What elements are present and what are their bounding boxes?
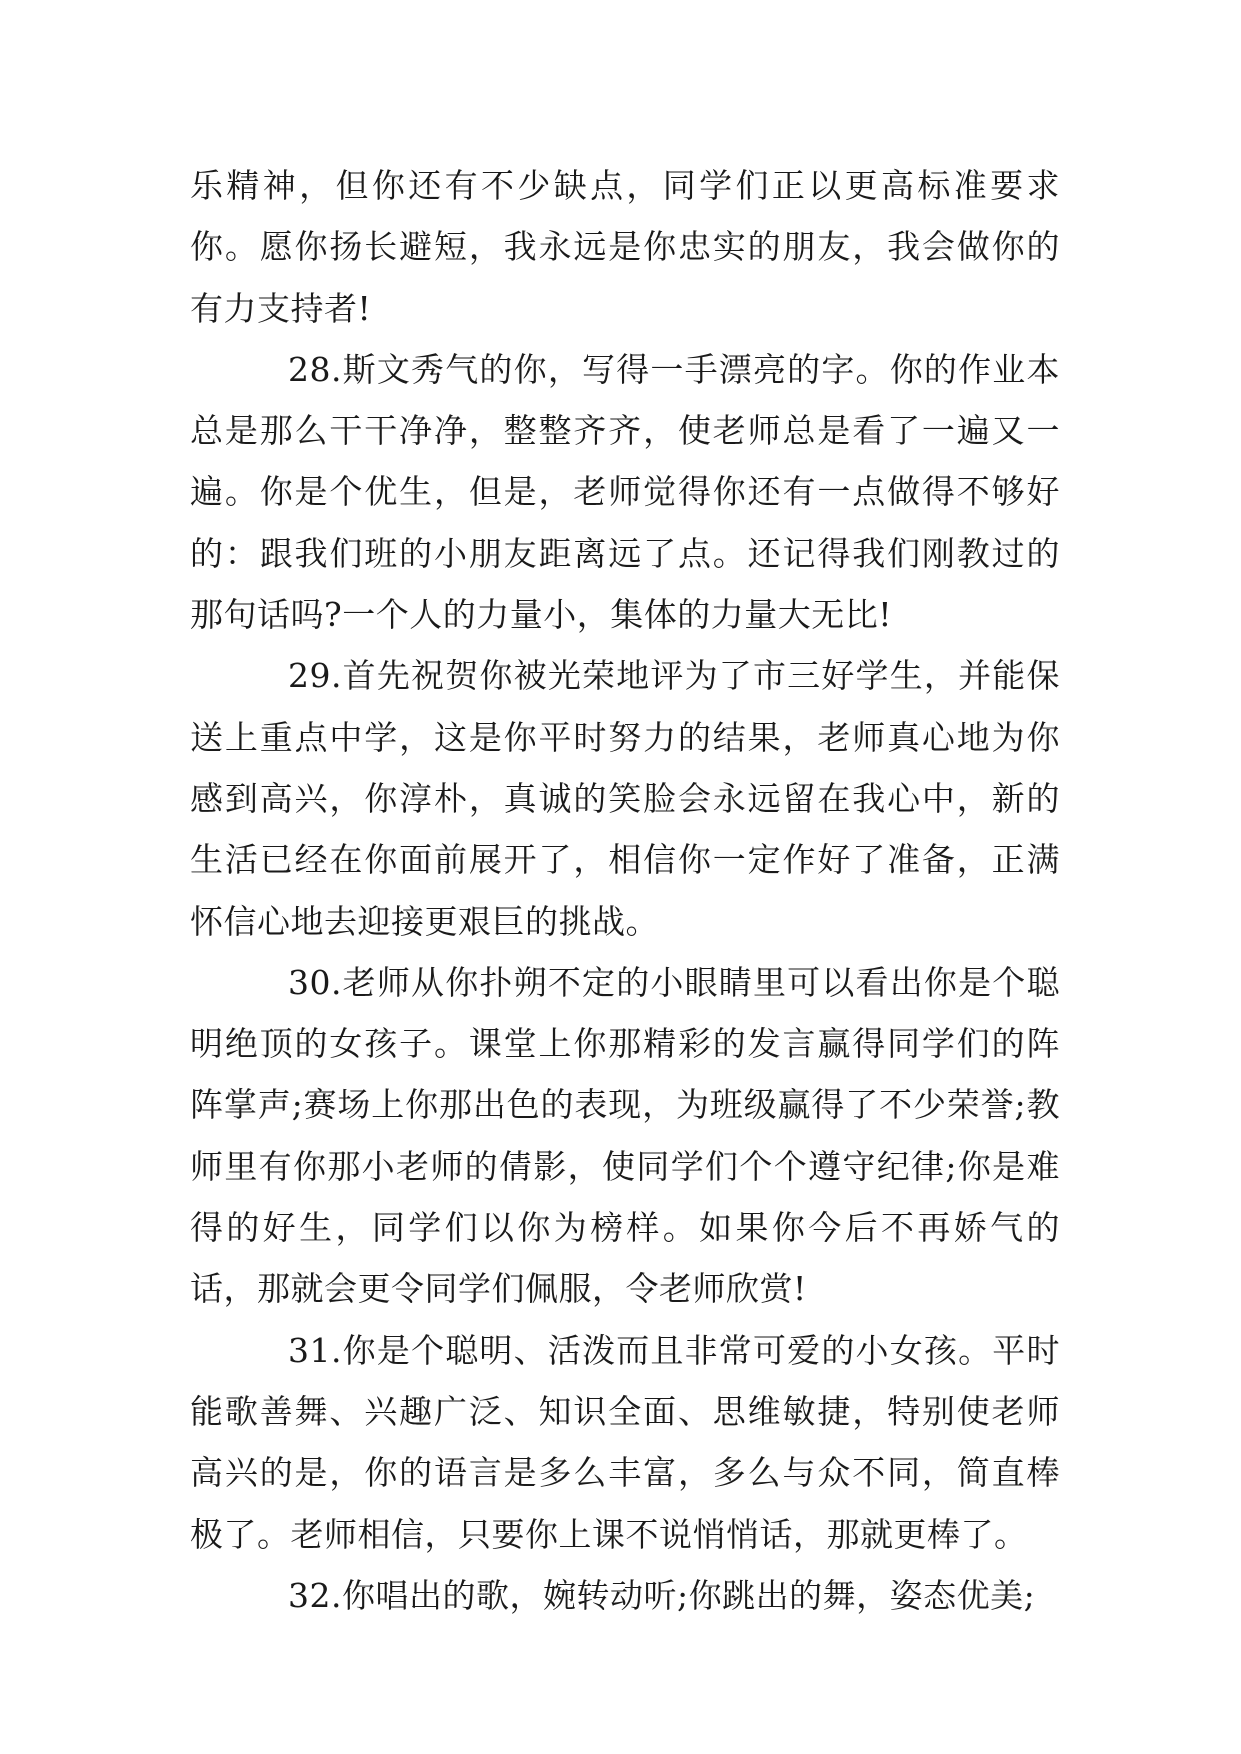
- paragraph-item-28: 28.斯文秀气的你，写得一手漂亮的字。你的作业本总是那么干干净净，整整齐齐，使老师总是看了一遍又一遍。你是个优生，但是，老师觉得你还有一点做得不够好的：跟我们班的小朋友距离远了点。还记得我们刚教过的那句话吗?一个人的力量小，集体的力量大无比!: [190, 349, 1060, 635]
- paragraph-item-29: 29.首先祝贺你被光荣地评为了市三好学生，并能保送上重点中学，这是你平时努力的结果，老师真心地为你感到高兴，你淳朴，真诚的笑脸会永远留在我心中，新的生活已经在你面前展开了，相信你一定作好了准备，正满怀信心地去迎接更艰巨的挑战。: [190, 656, 1060, 941]
- paragraph-continuation: 乐精神，但你还有不少缺点，同学们正以更高标准要求你。愿你扬长避短，我永远是你忠实的朋友，我会做你的有力支持者!: [190, 166, 1060, 328]
- paragraph-item-32: 32.你唱出的歌，婉转动听;你跳出的舞，姿态优美;: [288, 1575, 1036, 1615]
- paragraph-item-30: 30.老师从你扑朔不定的小眼睛里可以看出你是个聪明绝顶的女孩子。课堂上你那精彩的发言赢得同学们的阵阵掌声;赛场上你那出色的表现，为班级赢得了不少荣誉;教师里有你那小老师的倩影，使同学们个个遵守纪律;你是难得的好生，同学们以你为榜样。如果你今后不再娇气的话，那就会更令同学们佩服，令老师欣赏!: [190, 962, 1060, 1309]
- document-body: [190, 155, 1060, 1626]
- paragraph-item-31: 31.你是个聪明、活泼而且非常可爱的小女孩。平时能歌善舞、兴趣广泛、知识全面、思维敏捷，特别使老师高兴的是，你的语言是多么丰富，多么与众不同，简直棒极了。老师相信，只要你上课不说悄悄话，那就更棒了。: [190, 1330, 1060, 1554]
